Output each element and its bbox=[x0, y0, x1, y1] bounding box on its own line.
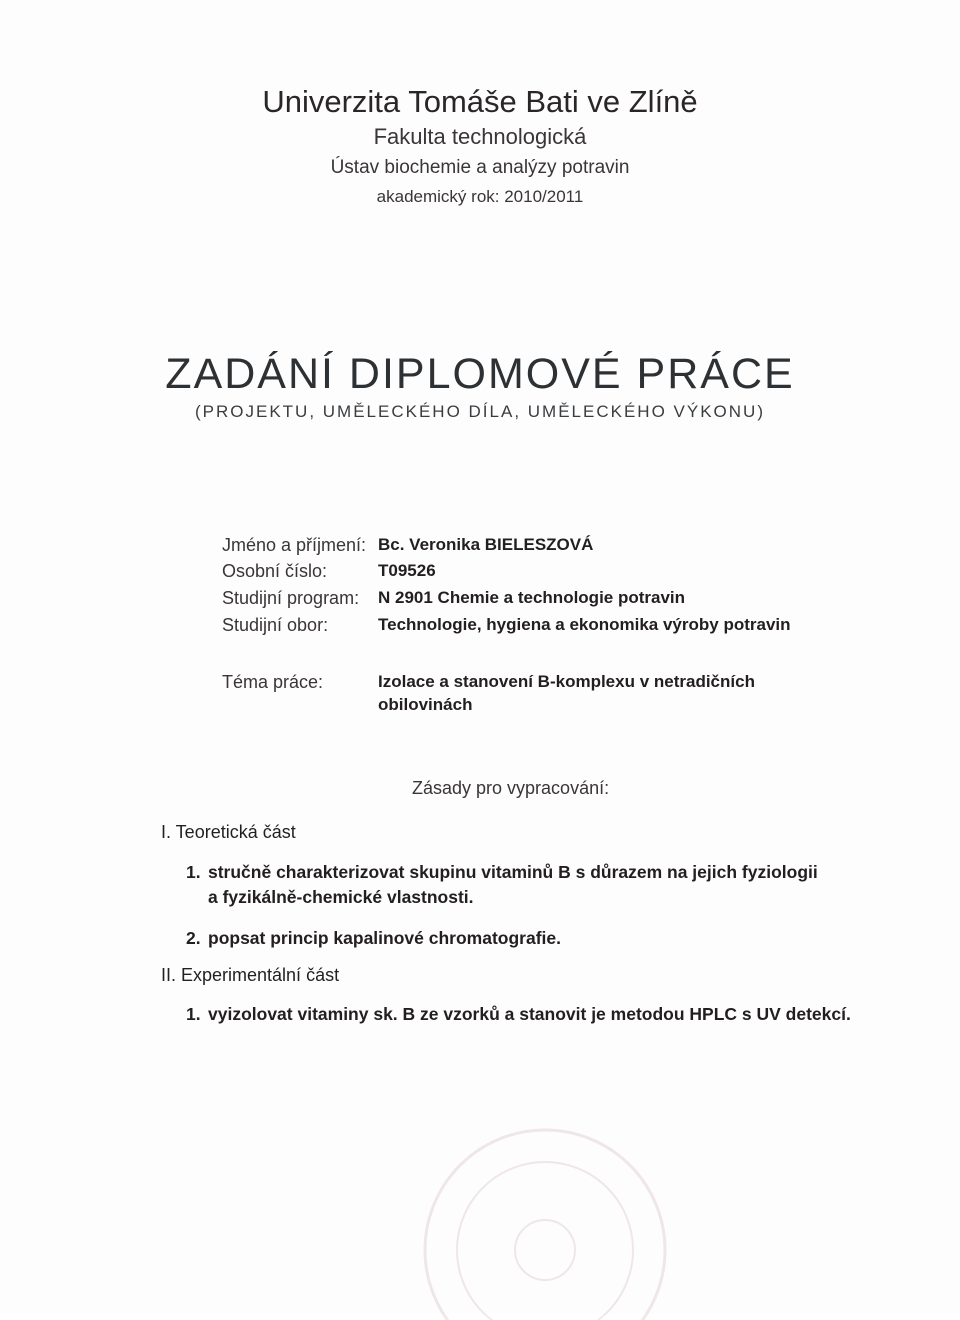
item-text-continuation: a fyzikálně-chemické vlastnosti. bbox=[208, 887, 474, 907]
faculty-name: Fakulta technologická bbox=[373, 124, 587, 149]
academic-year: akademický rok: 2010/2011 bbox=[376, 187, 584, 206]
university-name: Univerzita Tomáše Bati ve Zlíně bbox=[262, 84, 698, 119]
name-value: Bc. Veronika BIELESZOVÁ bbox=[378, 535, 594, 554]
field-label: Studijní obor: bbox=[222, 615, 329, 635]
topic-value-line1: Izolace a stanovení B-komplexu v netradičních bbox=[378, 672, 755, 691]
item-number: 1. bbox=[186, 862, 201, 882]
item-text: stručně charakterizovat skupinu vitaminů B s důrazem na jejich fyziologii bbox=[208, 862, 818, 882]
topic-label: Téma práce: bbox=[222, 672, 324, 692]
item-number: 2. bbox=[186, 928, 201, 948]
section-theoretical: I. Teoretická část bbox=[161, 822, 296, 842]
document-subtitle: (PROJEKTU, UMĚLECKÉHO DÍLA, UMĚLECKÉHO VÝKONU) bbox=[195, 402, 765, 421]
id-value: T09526 bbox=[378, 561, 436, 580]
document-title: ZADÁNÍ DIPLOMOVÉ PRÁCE bbox=[165, 350, 795, 398]
item-text: vyizolovat vitaminy sk. B ze vzorků a stanovit je metodou HPLC s UV detekcí. bbox=[208, 1004, 851, 1024]
program-label: Studijní program: bbox=[222, 588, 360, 608]
faded-stamp-seal bbox=[380, 1100, 710, 1320]
program-value: N 2901 Chemie a technologie potravin bbox=[378, 588, 686, 607]
id-label: Osobní číslo: bbox=[222, 561, 328, 581]
guidelines-heading: Zásady pro vypracování: bbox=[412, 778, 610, 798]
section-experimental: II. Experimentální část bbox=[161, 965, 340, 985]
field-value: Technologie, hygiena a ekonomika výroby potravin bbox=[378, 615, 791, 634]
item-text: popsat princip kapalinové chromatografie. bbox=[208, 928, 561, 948]
item-number: 1. bbox=[186, 1004, 201, 1024]
name-label: Jméno a příjmení: bbox=[222, 535, 367, 555]
institute-name: Ústav biochemie a analýzy potravin bbox=[330, 157, 630, 178]
topic-value-line2: obilovinách bbox=[378, 695, 473, 714]
